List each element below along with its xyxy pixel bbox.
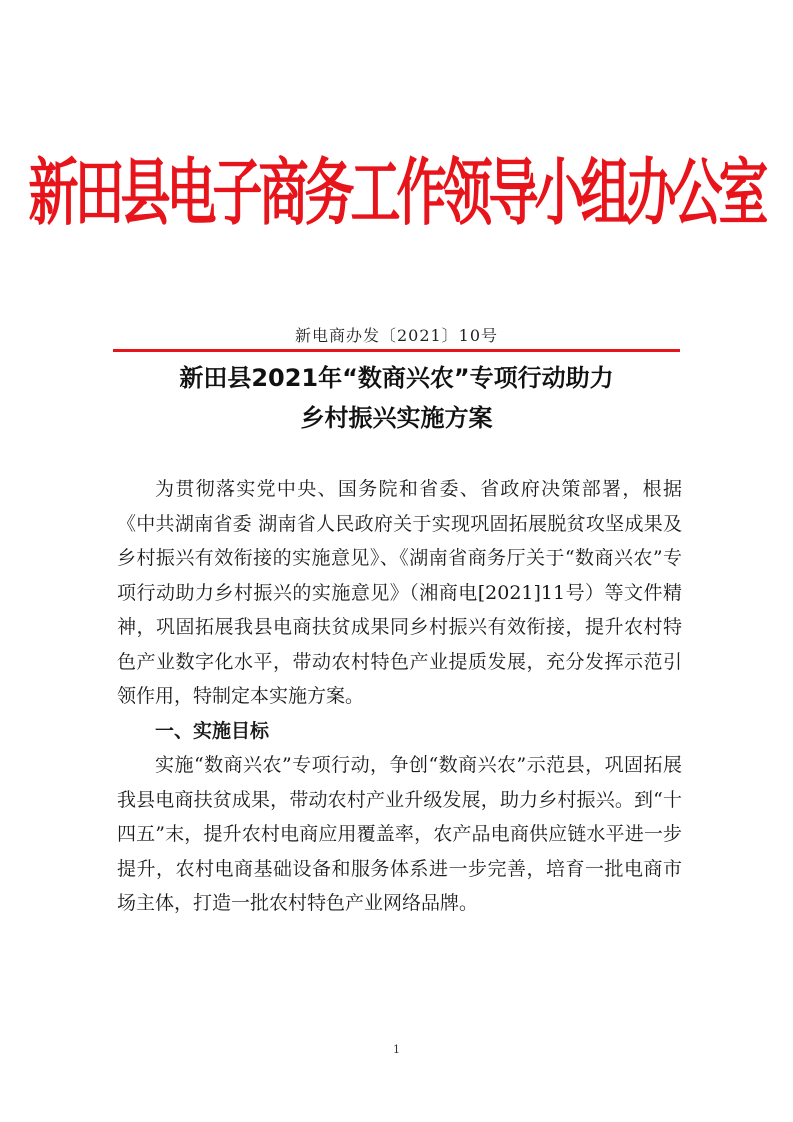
- title-line-1: 新田县2021年“数商兴农”专项行动助力: [179, 364, 614, 392]
- document-body: [117, 472, 682, 921]
- intro-paragraph: 为贯彻落实党中央、国务院和省委、省政府决策部署，根据《中共湖南省委 湖南省人民政府关于实现巩固拓展脱贫攻坚成果及乡村振兴有效衔接的实施意见》、《湖南省商务厅关于“数商兴农”专项行动助力乡村振兴的实施意见》（湘商电[2021]11号）等文件精神，巩固拓展我县电商扶贫成果同乡村振兴有效衔接，提升农村特色产业数字化水平，带动农村特色产业提质发展，充分发挥示范引领作用，特制定本实施方案。: [117, 478, 682, 707]
- red-divider-line: [113, 349, 680, 352]
- title-line-2: 乡村振兴实施方案: [300, 404, 493, 432]
- document-number: 新电商办发〔2021〕10号: [294, 326, 499, 345]
- section-paragraph-goals: 实施“数商兴农”专项行动，争创“数商兴农”示范县，巩固拓展我县电商扶贫成果，带动农村产业升级发展，助力乡村振兴。到“十四五”末，提升农村电商应用覆盖率，农产品电商供应链水平进一步提升，农村电商基础设备和服务体系进一步完善，培育一批电商市场主体，打造一批农村特色产业网络品牌。: [117, 754, 682, 914]
- issuer-masthead: 新田县电子商务工作领导小组办公室: [28, 151, 765, 236]
- page-number: 1: [393, 1043, 400, 1056]
- section-heading-goals: 一、实施目标: [155, 719, 270, 742]
- document-title: [100, 358, 693, 438]
